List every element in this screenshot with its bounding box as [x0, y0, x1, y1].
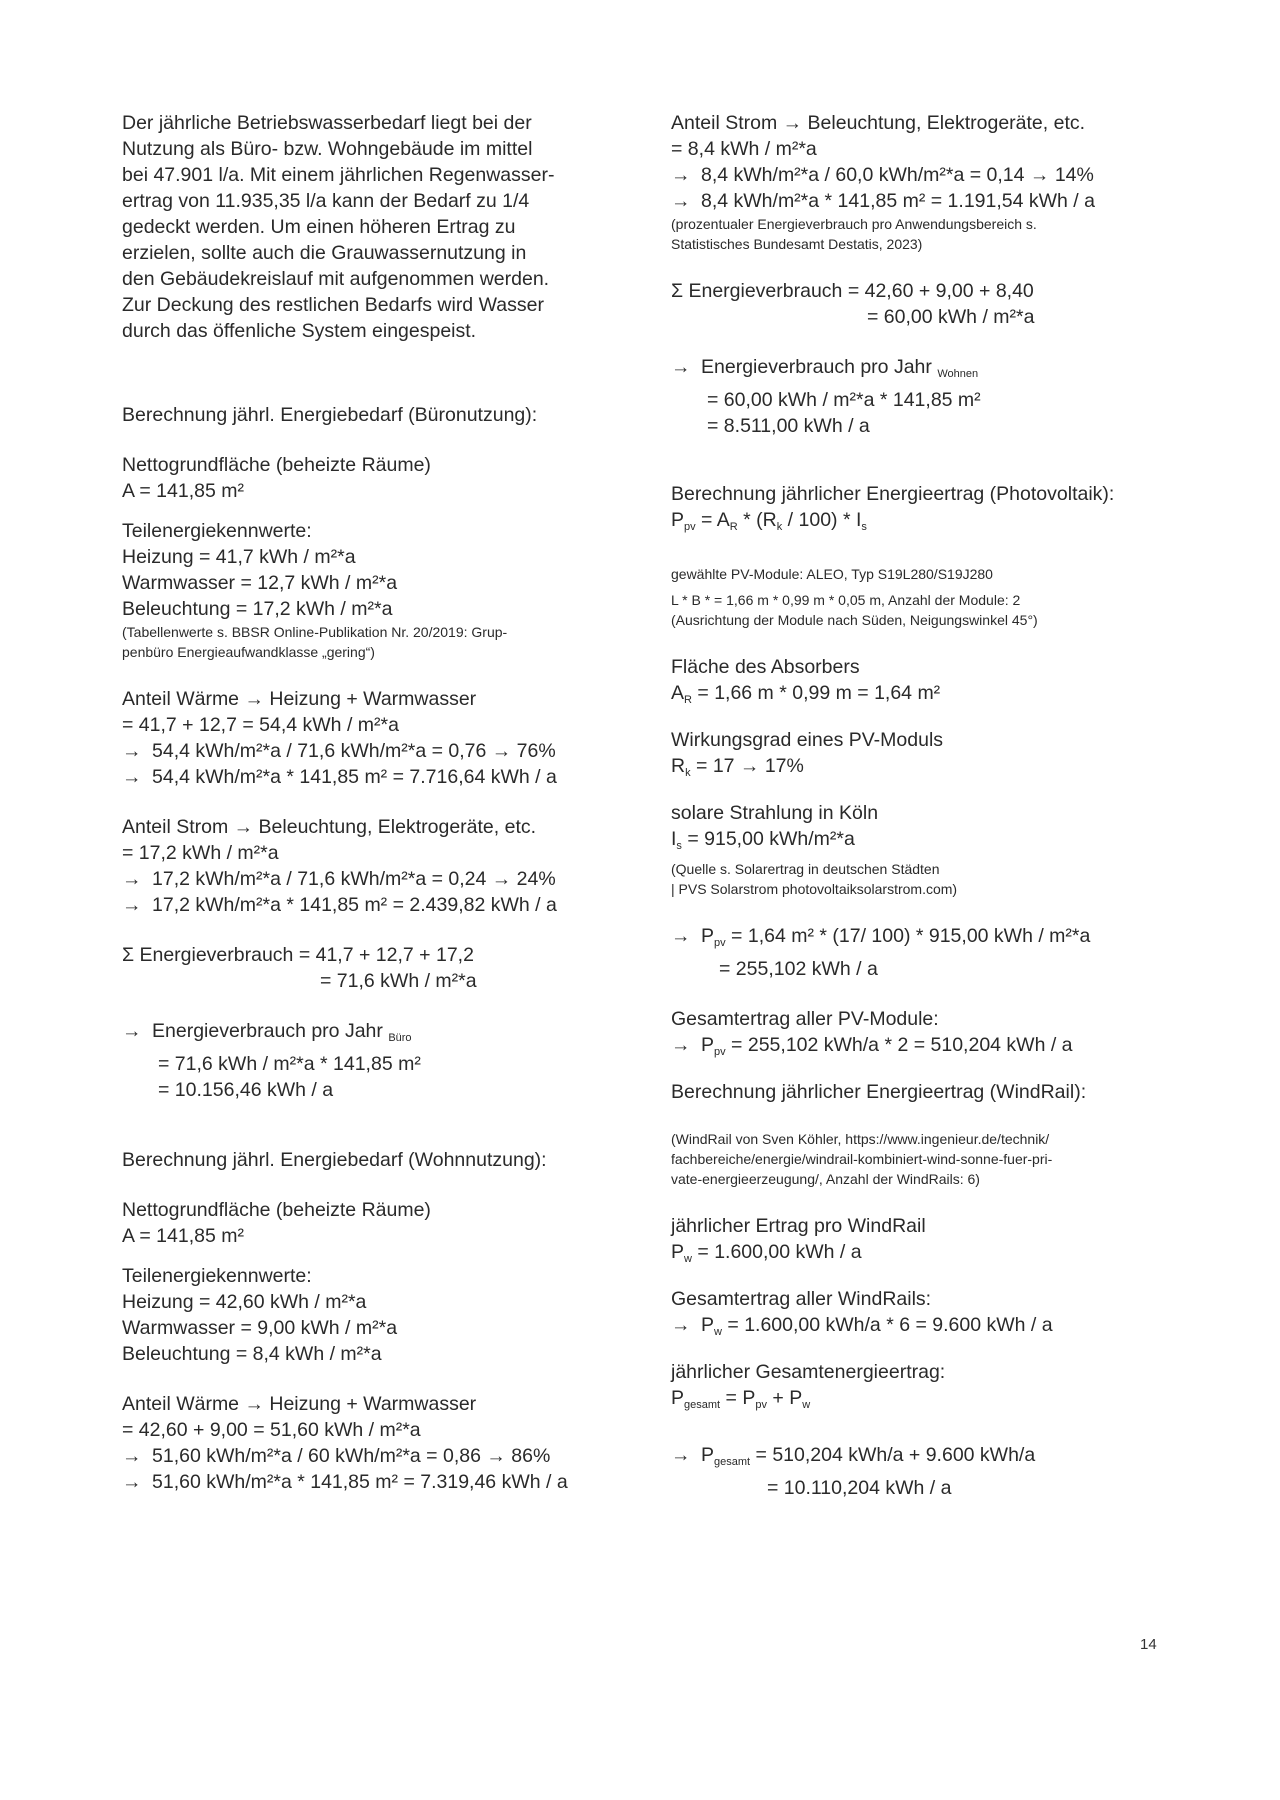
wohn-strom-total: → 8,4 kWh/m²*a * 141,85 m² = 1.191,54 kWh / a [671, 190, 1095, 212]
buero-strom-total: → 17,2 kWh/m²*a * 141,85 m² = 2.439,82 kWh / a [122, 894, 557, 916]
intro-line: den Gebäudekreislauf mit aufgenommen werden. [122, 268, 550, 290]
wind-yield-label: jährlicher Ertrag pro WindRail [671, 1215, 926, 1237]
wohn-strom-share: → 8,4 kWh/m²*a / 60,0 kWh/m²*a = 0,14 → 14% [671, 164, 1094, 186]
wohn-warmwasser: Warmwasser = 9,00 kWh / m²*a [122, 1317, 398, 1339]
pv-heading: Berechnung jährlicher Energieertrag (Photovoltaik): [671, 483, 1115, 505]
pv-total-value: → $P_{pv} = 255,102$ kWh/a * 2 = 510,204 kWh / a [671, 1034, 1073, 1058]
pv-calc-result: = 255,102 kWh / a [719, 958, 878, 980]
wohn-waerme-sum: = 42,60 + 9,00 = 51,60 kWh / m²*a [122, 1419, 421, 1441]
arrow-icon: → [122, 868, 142, 890]
wohn-ngf-value: A = 141,85 m² [122, 1225, 244, 1247]
wind-source: fachbereiche/energie/windrail-kombiniert-wind-sonne-fuer-pri- [671, 1151, 1053, 1167]
gesamt-label: jährlicher Gesamtenergieertrag: [671, 1361, 946, 1383]
buero-year-label: → Energieverbrauch pro Jahr $_{Büro}$ [122, 1020, 412, 1044]
arrow-icon: → [671, 1034, 691, 1056]
wohn-year-calc: = 60,00 kWh / m²*a * 141,85 m² [707, 389, 981, 411]
intro-line: bei 47.901 l/a. Mit einem jährlichen Regenwasser- [122, 164, 555, 186]
buero-strom-value: = 17,2 kWh / m²*a [122, 842, 279, 864]
wohn-sum-result: = 60,00 kWh / m²*a [867, 306, 1035, 328]
buero-ngf-label: Nettogrundfläche (beheizte Räume) [122, 454, 431, 476]
arrow-icon: → [671, 356, 691, 378]
wind-source: (WindRail von Sven Köhler, https://www.ingenieur.de/technik/ [671, 1131, 1050, 1147]
buero-waerme-label: Anteil Wärme → Heizung + Warmwasser [122, 688, 477, 710]
wohn-ngf-label: Nettogrundfläche (beheizte Räume) [122, 1199, 431, 1221]
gesamt-result: = 10.110,204 kWh / a [767, 1477, 952, 1499]
gesamt-calc: → $P_{gesamt} = 510,204$ kWh/a + 9.600 kWh/a [671, 1444, 1036, 1468]
page-number: 14 [1140, 1636, 1157, 1653]
buero-waerme-total: → 54,4 kWh/m²*a * 141,85 m² = 7.716,64 kWh / a [122, 766, 557, 788]
buero-waerme-sum: = 41,7 + 12,7 = 54,4 kWh / m²*a [122, 714, 399, 736]
pv-module: gewählte PV-Module: ALEO, Typ S19L280/S19J280 [671, 566, 993, 582]
wohn-beleuchtung: Beleuchtung = 8,4 kWh / m²*a [122, 1343, 382, 1365]
wohn-heading: Berechnung jährl. Energiebedarf (Wohnnutzung): [122, 1149, 547, 1171]
arrow-icon: → [671, 1444, 691, 1466]
pv-solar-value: $I_s = 915,00$ kWh/m²*a [671, 828, 855, 852]
wohn-sum-line: Σ Energieverbrauch = 42,60 + 9,00 + 8,40 [671, 280, 1034, 302]
buero-strom-label: Anteil Strom → Beleuchtung, Elektrogeräte, etc. [122, 816, 537, 838]
pv-formula: $P_{pv} = A_R * (R_k / 100) * I_s$ [671, 509, 867, 533]
intro-line: durch das öffenliche System eingespeist. [122, 320, 477, 342]
wind-total-label: Gesamtertrag aller WindRails: [671, 1288, 932, 1310]
pv-solar-source: | PVS Solarstrom photovoltaiksolarstrom.com) [671, 881, 958, 897]
arrow-icon: → [671, 1314, 691, 1336]
arrow-icon: → [122, 1445, 142, 1467]
pv-orientation: (Ausrichtung der Module nach Süden, Neigungswinkel 45°) [671, 612, 1038, 628]
intro-line: gedeckt werden. Um einen höheren Ertrag zu [122, 216, 516, 238]
arrow-icon: → [122, 766, 142, 788]
wind-source: vate-energieerzeugung/, Anzahl der WindRails: 6) [671, 1171, 980, 1187]
pv-solar-source: (Quelle s. Solarertrag in deutschen Städten [671, 861, 940, 877]
buero-heizung: Heizung = 41,7 kWh / m²*a [122, 546, 356, 568]
buero-ngf-value: A = 141,85 m² [122, 480, 244, 502]
wohn-heizung: Heizung = 42,60 kWh / m²*a [122, 1291, 367, 1313]
intro-line: Nutzung als Büro- bzw. Wohngebäude im mittel [122, 138, 533, 160]
intro-line: ertrag von 11.935,35 l/a kann der Bedarf zu 1/4 [122, 190, 530, 212]
arrow-icon: → [122, 894, 142, 916]
buero-warmwasser: Warmwasser = 12,7 kWh / m²*a [122, 572, 398, 594]
wohn-strom-label: Anteil Strom → Beleuchtung, Elektrogeräte, etc. [671, 112, 1086, 134]
left-column [122, 110, 622, 1495]
buero-year-result: = 10.156,46 kWh / a [158, 1079, 334, 1101]
wohn-waerme-share: → 51,60 kWh/m²*a / 60 kWh/m²*a = 0,86 → 86% [122, 1445, 551, 1467]
pv-absorber-label: Fläche des Absorbers [671, 656, 860, 678]
arrow-icon: → [671, 190, 691, 212]
wohn-year-result: = 8.511,00 kWh / a [707, 415, 870, 437]
intro-line: erzielen, sollte auch die Grauwassernutzung in [122, 242, 527, 264]
buero-heading: Berechnung jährl. Energiebedarf (Büronutzung): [122, 404, 538, 426]
arrow-icon: → [122, 740, 142, 762]
arrow-icon: → [122, 1020, 142, 1042]
buero-beleuchtung: Beleuchtung = 17,2 kWh / m²*a [122, 598, 393, 620]
buero-year-calc: = 71,6 kWh / m²*a * 141,85 m² [158, 1053, 421, 1075]
gesamt-formula: $P_{gesamt} = P_{pv} + P_w$ [671, 1387, 811, 1411]
wohn-source: (prozentualer Energieverbrauch pro Anwendungsbereich s. [671, 216, 1037, 232]
buero-sum-result: = 71,6 kWh / m²*a [320, 970, 477, 992]
pv-dims: L * B * = 1,66 m * 0,99 m * 0,05 m, Anzahl der Module: 2 [671, 592, 1021, 608]
buero-waerme-share: → 54,4 kWh/m²*a / 71,6 kWh/m²*a = 0,76 → 76% [122, 740, 556, 762]
right-column [671, 110, 1191, 1501]
pv-calc: → $P_{pv} = 1,64$ m² * (17/ 100) * 915,00 kWh / m²*a [671, 925, 1091, 949]
intro-line: Zur Deckung des restlichen Bedarfs wird Wasser [122, 294, 544, 316]
arrow-icon: → [671, 925, 691, 947]
arrow-icon: → [122, 1471, 142, 1493]
wind-heading: Berechnung jährlicher Energieertrag (WindRail): [671, 1081, 1087, 1103]
pv-efficiency-label: Wirkungsgrad eines PV-Moduls [671, 729, 944, 751]
wind-total-value: → $P_w = 1.600,00$ kWh/a * 6 = 9.600 kWh / a [671, 1314, 1053, 1338]
intro-paragraph [122, 110, 622, 344]
buero-tek-label: Teilenergiekennwerte: [122, 520, 312, 542]
buero-source: penbüro Energieaufwandklasse „gering“) [122, 644, 375, 660]
pv-solar-label: solare Strahlung in Köln [671, 802, 879, 824]
intro-line: Der jährliche Betriebswasserbedarf liegt bei der [122, 112, 532, 134]
buero-strom-share: → 17,2 kWh/m²*a / 71,6 kWh/m²*a = 0,24 → 24% [122, 868, 556, 890]
wohn-waerme-label: Anteil Wärme → Heizung + Warmwasser [122, 1393, 477, 1415]
buero-sum-line: Σ Energieverbrauch = 41,7 + 12,7 + 17,2 [122, 944, 474, 966]
pv-efficiency-value: $R_k = 17 \to 17\%$ [671, 755, 804, 779]
arrow-icon: → [671, 164, 691, 186]
wohn-tek-label: Teilenergiekennwerte: [122, 1265, 312, 1287]
wohn-waerme-total: → 51,60 kWh/m²*a * 141,85 m² = 7.319,46 kWh / a [122, 1471, 568, 1493]
buero-source: (Tabellenwerte s. BBSR Online-Publikation Nr. 20/2019: Grup- [122, 624, 508, 640]
wohn-source: Statistisches Bundesamt Destatis, 2023) [671, 236, 923, 252]
wind-yield-value: $P_w = 1.600,00$ kWh / a [671, 1241, 862, 1265]
pv-absorber-value: $A_R = 1,66$ m * 0,99 m = 1,64 m² [671, 682, 941, 706]
pv-total-label: Gesamtertrag aller PV-Module: [671, 1008, 939, 1030]
wohn-year-label: → Energieverbrauch pro Jahr $_{Wohnen}$ [671, 356, 979, 380]
wohn-strom-value: = 8,4 kWh / m²*a [671, 138, 817, 160]
